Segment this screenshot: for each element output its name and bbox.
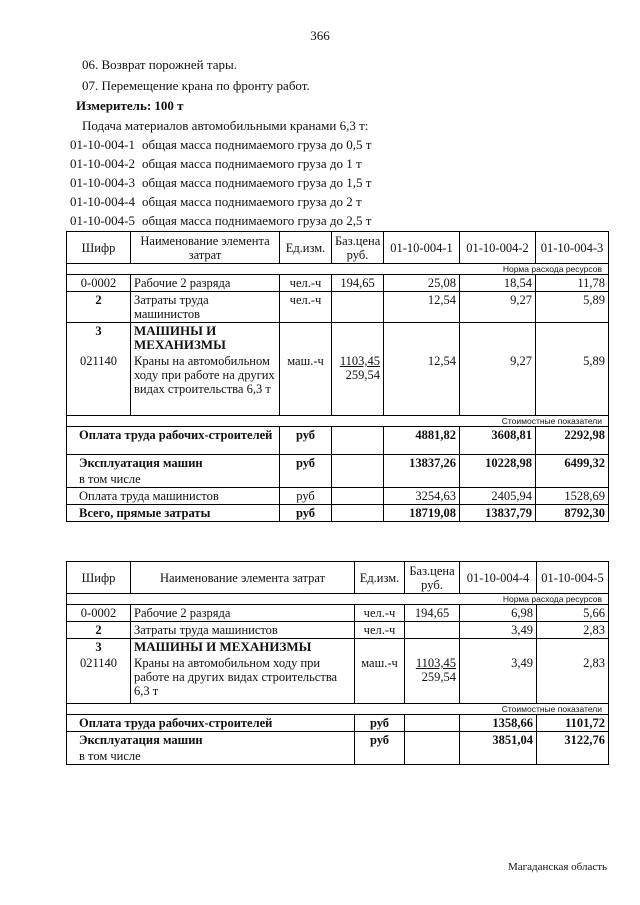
header-col-5: 01-10-004-5 [537,562,609,594]
empty-cell [537,748,609,765]
resource-code: 01-10-004-3 [70,175,135,190]
price-current: 1103,45 [339,354,380,368]
empty-cell [536,471,609,488]
resource-text: общая масса поднимаемого груза до 2 т [142,194,362,209]
row-value: 9,27 [460,292,536,323]
empty-cell [460,748,537,765]
resource-line [70,137,371,153]
price-wage: 259,54 [345,368,380,382]
empty-cell [384,471,460,488]
resource-line [70,194,362,210]
empty-cell [405,748,460,765]
row-price [332,292,384,323]
cost-unit: руб [280,454,332,471]
page-number: 366 [310,28,330,43]
empty-cell [332,426,384,454]
cost-value: 3122,76 [537,731,609,748]
supply-intro: Подача материалов автомобильными кранами 6,3 т: [82,118,369,133]
row-unit: маш.-ч [355,655,405,703]
cost-name: Всего, прямые затраты [67,504,280,521]
empty-cell [332,471,384,488]
empty-cell [280,323,332,354]
cost-name: Оплата труда машинистов [67,487,280,504]
cost-unit: руб [280,487,332,504]
cost-label: Стоимостные показатели [67,415,609,426]
cost-name: в том числе [67,471,280,488]
cost-label: Стоимостные показатели [67,703,609,714]
price-current: 1103,45 [415,656,456,670]
header-code: Шифр [67,562,131,594]
empty-cell [405,731,460,748]
resource-code: 01-10-004-1 [70,137,135,152]
cost-value: 3851,04 [460,731,537,748]
row-value: 18,54 [460,275,536,292]
header-price: Баз.цена руб. [405,562,460,594]
row-value: 6,98 [460,605,537,622]
header-col-1: 01-10-004-1 [384,232,460,264]
resource-text: общая масса поднимаемого груза до 1,5 т [142,175,372,190]
row-name: Краны на автомобильном ходу при работе на других видах строительства 6,3 т [131,353,280,415]
row-unit: чел.-ч [280,292,332,323]
norm-label: Норма расхода ресурсов [67,594,609,605]
header-name: Наименование элемента затрат [131,232,280,264]
cost-table-2 [66,561,609,765]
row-value: 3,49 [460,655,537,703]
measurer: Измеритель: 100 т [76,98,184,113]
cost-unit: руб [355,714,405,731]
row-code: 021140 [67,655,131,703]
cost-table-1 [66,231,609,522]
row-code: 2 [67,292,131,323]
resource-line [70,175,371,191]
row-value: 5,66 [537,605,609,622]
empty-cell [405,714,460,731]
row-value: 11,78 [536,275,609,292]
cost-unit: руб [355,731,405,748]
header-unit: Ед.изм. [280,232,332,264]
empty-cell [332,454,384,471]
header-unit: Ед.изм. [355,562,405,594]
cost-value: 13837,26 [384,454,460,471]
cost-value: 2292,98 [536,426,609,454]
row-code: 0-0002 [67,275,131,292]
row-value: 3,49 [460,622,537,639]
row-value: 12,54 [384,353,460,415]
cost-value: 3254,63 [384,487,460,504]
row-code: 0-0002 [67,605,131,622]
cost-value: 1358,66 [460,714,537,731]
op-07: 07. Перемещение крана по фронту работ. [82,78,310,93]
empty-cell [405,639,460,656]
resource-code: 01-10-004-5 [70,213,135,228]
cost-value: 18719,08 [384,504,460,521]
row-name: Краны на автомобильном ходу при работе на других видах строительства 6,3 т [131,655,355,703]
cost-value: 6499,32 [536,454,609,471]
resource-code: 01-10-004-4 [70,194,135,209]
row-unit: чел.-ч [280,275,332,292]
row-price [405,655,460,703]
cost-unit: руб [280,426,332,454]
row-value: 2,83 [537,655,609,703]
section-title: МАШИНЫ И МЕХАНИЗМЫ [131,639,355,656]
empty-cell [536,323,609,354]
empty-cell [460,639,537,656]
row-code: 3 [67,323,131,354]
cost-value: 8792,30 [536,504,609,521]
empty-cell [355,639,405,656]
footer-region: Магаданская область [508,861,608,873]
resource-line [70,156,362,172]
cost-name: Эксплуатация машин [67,731,355,748]
price-wage: 259,54 [421,670,456,684]
cost-name: Эксплуатация машин [67,454,280,471]
row-code: 3 [67,639,131,656]
row-unit: маш.-ч [280,353,332,415]
cost-unit: руб [280,504,332,521]
header-col-4: 01-10-004-4 [460,562,537,594]
cost-value: 13837,79 [460,504,536,521]
row-value: 5,89 [536,353,609,415]
cost-name: в том числе [67,748,355,765]
header-price: Баз.цена руб. [332,232,384,264]
empty-cell [405,622,460,639]
empty-cell [332,504,384,521]
row-name: Рабочие 2 разряда [131,275,280,292]
resource-code: 01-10-004-2 [70,156,135,171]
row-value: 12,54 [384,292,460,323]
cost-value: 4881,82 [384,426,460,454]
empty-cell [332,323,384,354]
row-price: 194,65 [332,275,384,292]
row-value: 5,89 [536,292,609,323]
empty-cell [355,748,405,765]
row-value: 25,08 [384,275,460,292]
empty-cell [460,323,536,354]
resource-text: общая масса поднимаемого груза до 2,5 т [142,213,372,228]
row-unit: чел.-ч [355,622,405,639]
empty-cell [332,487,384,504]
resource-line [70,213,371,229]
section-title: МАШИНЫ И МЕХАНИЗМЫ [131,323,280,354]
cost-name: Оплата труда рабочих-строителей [67,426,280,454]
row-unit: чел.-ч [355,605,405,622]
row-code: 2 [67,622,131,639]
header-col-2: 01-10-004-2 [460,232,536,264]
cost-value: 1528,69 [536,487,609,504]
empty-cell [537,639,609,656]
cost-value: 3608,81 [460,426,536,454]
header-name: Наименование элемента затрат [131,562,355,594]
header-code: Шифр [67,232,131,264]
row-value: 9,27 [460,353,536,415]
row-name: Рабочие 2 разряда [131,605,355,622]
resource-text: общая масса поднимаемого груза до 0,5 т [142,137,372,152]
row-code: 021140 [67,353,131,415]
resource-text: общая масса поднимаемого груза до 1 т [142,156,362,171]
empty-cell [384,323,460,354]
cost-value: 10228,98 [460,454,536,471]
row-name: Затраты труда машинистов [131,292,280,323]
cost-name: Оплата труда рабочих-строителей [67,714,355,731]
cost-value: 2405,94 [460,487,536,504]
cost-value: 1101,72 [537,714,609,731]
row-price [332,353,384,415]
empty-cell [280,471,332,488]
op-06: 06. Возврат порожней тары. [82,57,237,72]
empty-cell [460,471,536,488]
row-price: 194,65 [405,605,460,622]
row-value: 2,83 [537,622,609,639]
row-name: Затраты труда машинистов [131,622,355,639]
norm-label: Норма расхода ресурсов [67,264,609,275]
header-col-3: 01-10-004-3 [536,232,609,264]
